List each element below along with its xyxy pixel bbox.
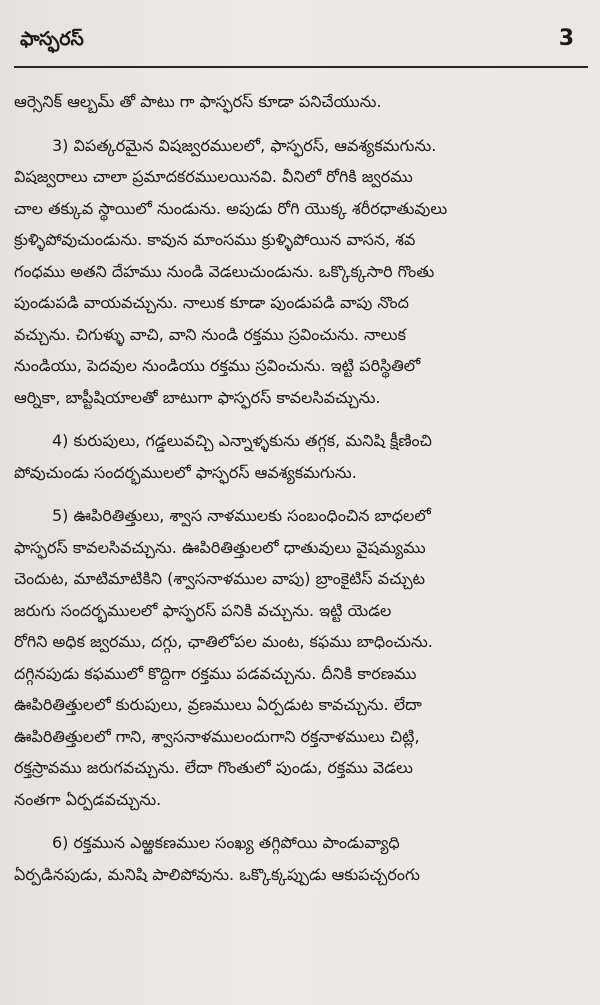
text-line: ఊపిరితిత్తులలో గాని, శ్వాసనాళములందుగాని రక్తనాళములు చిట్లి,	[14, 726, 420, 746]
text-line: ఆర్సెనిక్ ఆల్బమ్ తో పాటు గా ఫాస్ఫరస్ కూడా పనిచేయును.	[14, 92, 382, 111]
text-line: 6) రక్తమున ఎఱ్ఱకణముల సంఖ్య తగ్గిపోయి పాండువ్యాధి	[52, 833, 400, 852]
text-line: 3) విపత్కరమైన విషజ్వరములలో, ఫాస్ఫరస్, ఆవశ్యకమగును.	[52, 135, 437, 155]
text-line: ఏర్పడినపుడు, మనిషి పాలిపోవును. ఒక్కొక్కప్పుడు ఆకుపచ్చరంగు	[14, 864, 420, 884]
text-line: రోగిని అధిక జ్వరము, దగ్గు, ఛాతిలోపల మంట, కఫము బాధించును.	[14, 632, 433, 651]
text-line: జరుగు సందర్భములలో ఫాస్ఫరస్ పనికి వచ్చును. ఇట్టి యెడల	[14, 600, 392, 620]
text-line: నంతగా ఏర్పడవచ్చును.	[14, 789, 162, 809]
page-body	[14, 68, 588, 890]
text-line: చెందుట, మాటిమాటికిని (శ్వాసనాళముల వాపు) బ్రాంకైటిస్ వచ్చుట	[14, 569, 425, 588]
page-number: 3	[558, 26, 574, 51]
text-line: పుండుపడి వాయవచ్చును. నాలుక కూడా పుండుపడి వాపు నొంద	[14, 293, 409, 312]
text-line: క్రుళ్ళిపోవుచుండును. కావున మాంసము క్రుళ్ళిపోయిన వాసన, శవ	[14, 230, 416, 249]
text-line: నుండియు, పెదవుల నుండియు రక్తము స్రవించును. ఇట్టి పరిస్థితిలో	[14, 356, 421, 375]
text-line: ఊపిరితిత్తులలో కురుపులు, వ్రణములు ఏర్పడుట కావచ్చును. లేదా	[14, 695, 422, 714]
running-title: ఫాస్ఫరస్	[20, 28, 84, 50]
text-line: విషజ్వరాలు చాలా ప్రమాదకరములయినవి. వీనిలో రోగికి జ్వరము	[14, 167, 413, 186]
text-line: 5) ఊపిరితిత్తులు, శ్వాస నాళములకు సంబంధించిన బాధలలో	[52, 506, 431, 525]
text-line: వచ్చును. చిగుళ్ళు వాచి, వాని నుండి రక్తము స్రవించును. నాలుక	[14, 324, 406, 344]
text-line: ఆర్నికా, బాప్టీషియాలతో బాటుగా ఫాస్ఫరస్ కావలసివచ్చును.	[14, 387, 381, 407]
text-line: రక్తస్రావము జరుగవచ్చును. లేదా గొంతులో పుండు, రక్తము వెడలు	[14, 758, 413, 777]
text-line: దగ్గినపుడు కఫములో కొద్దిగా రక్తము పడవచ్చును. దీనికి కారణము	[14, 663, 417, 683]
text-line: పోవుచుండు సందర్భములలో ఫాస్ఫరస్ ఆవశ్యకమగును.	[14, 462, 357, 482]
text-line: గంధము అతని దేహము నుండి వెడలుచుండును. ఒక్కొక్కసారి గొంతు	[14, 261, 435, 281]
text-line: 4) కురుపులు, గడ్డలువచ్చి ఎన్నాళ్ళకును తగ్గక, మనిషి క్షీణించి	[52, 431, 432, 450]
page-header	[14, 0, 588, 68]
text-line: ఫాస్ఫరస్ కావలసివచ్చును. ఊపిరితిత్తులలో ధాతువులు వైషమ్యము	[14, 537, 426, 557]
text-line: చాల తక్కువ స్థాయిలో నుండును. అపుడు రోగి యొక్క శరీరధాతువులు	[14, 198, 448, 218]
